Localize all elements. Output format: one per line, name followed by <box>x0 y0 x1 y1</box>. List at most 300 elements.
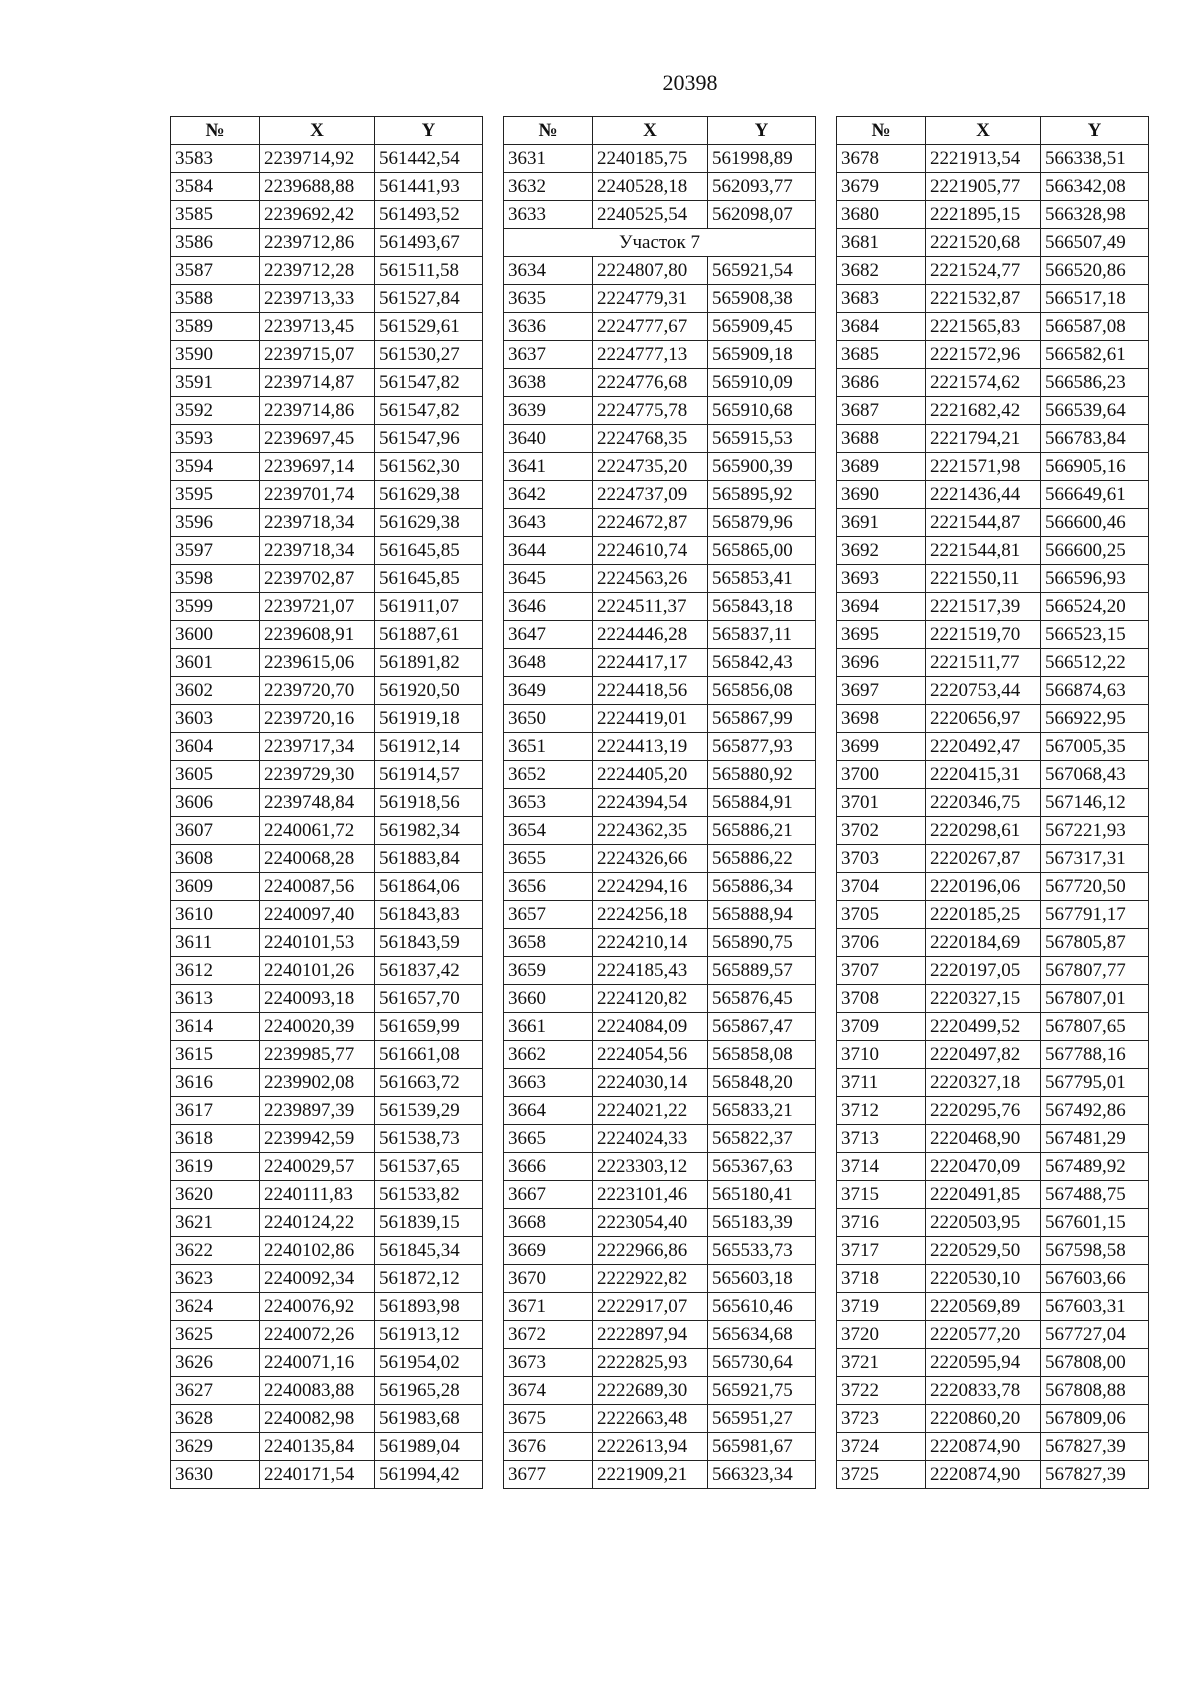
table-row <box>837 789 1149 817</box>
table-row <box>837 1237 1149 1265</box>
table-row <box>837 537 1149 565</box>
x-coordinate-cell: 2239615,06 <box>260 649 375 677</box>
x-coordinate-cell: 2240082,98 <box>260 1405 375 1433</box>
point-number-cell: 3714 <box>837 1153 926 1181</box>
y-coordinate-cell: 561920,50 <box>375 677 483 705</box>
y-coordinate-cell: 566783,84 <box>1041 425 1149 453</box>
table-row <box>504 537 816 565</box>
x-coordinate-cell: 2239713,45 <box>260 313 375 341</box>
x-coordinate-cell: 2220656,97 <box>926 705 1041 733</box>
x-coordinate-cell: 2239721,07 <box>260 593 375 621</box>
y-coordinate-cell: 565367,63 <box>708 1153 816 1181</box>
table-row <box>837 341 1149 369</box>
table-row <box>504 1069 816 1097</box>
point-number-cell: 3599 <box>171 593 260 621</box>
y-coordinate-cell: 566328,98 <box>1041 201 1149 229</box>
point-number-cell: 3594 <box>171 453 260 481</box>
y-coordinate-cell: 567788,16 <box>1041 1041 1149 1069</box>
x-coordinate-cell: 2239715,07 <box>260 341 375 369</box>
point-number-cell: 3655 <box>504 845 593 873</box>
table-row <box>171 565 483 593</box>
point-number-cell: 3638 <box>504 369 593 397</box>
point-number-cell: 3590 <box>171 341 260 369</box>
point-number-cell: 3630 <box>171 1461 260 1489</box>
x-coordinate-cell: 2239702,87 <box>260 565 375 593</box>
column-header-x: X <box>926 117 1041 145</box>
point-number-cell: 3611 <box>171 929 260 957</box>
x-coordinate-cell: 2224185,43 <box>593 957 708 985</box>
y-coordinate-cell: 561914,57 <box>375 761 483 789</box>
y-coordinate-cell: 567727,04 <box>1041 1321 1149 1349</box>
x-coordinate-cell: 2220468,90 <box>926 1125 1041 1153</box>
y-coordinate-cell: 561918,56 <box>375 789 483 817</box>
x-coordinate-cell: 2221913,54 <box>926 145 1041 173</box>
x-coordinate-cell: 2221550,11 <box>926 565 1041 593</box>
y-coordinate-cell: 566922,95 <box>1041 705 1149 733</box>
column-header-y: Y <box>375 117 483 145</box>
point-number-cell: 3666 <box>504 1153 593 1181</box>
table-row <box>171 1153 483 1181</box>
y-coordinate-cell: 561845,34 <box>375 1237 483 1265</box>
x-coordinate-cell: 2240101,53 <box>260 929 375 957</box>
y-coordinate-cell: 561547,82 <box>375 397 483 425</box>
x-coordinate-cell: 2239717,34 <box>260 733 375 761</box>
x-coordinate-cell: 2222922,82 <box>593 1265 708 1293</box>
x-coordinate-cell: 2221544,87 <box>926 509 1041 537</box>
x-coordinate-cell: 2221544,81 <box>926 537 1041 565</box>
y-coordinate-cell: 567827,39 <box>1041 1461 1149 1489</box>
y-coordinate-cell: 565877,93 <box>708 733 816 761</box>
table-row <box>171 957 483 985</box>
x-coordinate-cell: 2240092,34 <box>260 1265 375 1293</box>
point-number-cell: 3589 <box>171 313 260 341</box>
y-coordinate-cell: 566539,64 <box>1041 397 1149 425</box>
table-row <box>504 901 816 929</box>
x-coordinate-cell: 2220267,87 <box>926 845 1041 873</box>
y-coordinate-cell: 565895,92 <box>708 481 816 509</box>
table-row <box>504 509 816 537</box>
table-row <box>504 845 816 873</box>
y-coordinate-cell: 565833,21 <box>708 1097 816 1125</box>
table-row <box>504 1181 816 1209</box>
x-coordinate-cell: 2224563,26 <box>593 565 708 593</box>
x-coordinate-cell: 2222825,93 <box>593 1349 708 1377</box>
point-number-cell: 3659 <box>504 957 593 985</box>
table-row <box>171 1405 483 1433</box>
table-row <box>171 369 483 397</box>
x-coordinate-cell: 2221794,21 <box>926 425 1041 453</box>
table-row <box>504 1265 816 1293</box>
y-coordinate-cell: 565842,43 <box>708 649 816 677</box>
table-row <box>837 1405 1149 1433</box>
point-number-cell: 3678 <box>837 145 926 173</box>
x-coordinate-cell: 2240020,39 <box>260 1013 375 1041</box>
point-number-cell: 3706 <box>837 929 926 957</box>
y-coordinate-cell: 567598,58 <box>1041 1237 1149 1265</box>
y-coordinate-cell: 567492,86 <box>1041 1097 1149 1125</box>
table-row <box>171 761 483 789</box>
y-coordinate-cell: 567488,75 <box>1041 1181 1149 1209</box>
point-number-cell: 3707 <box>837 957 926 985</box>
point-number-cell: 3721 <box>837 1349 926 1377</box>
point-number-cell: 3646 <box>504 593 593 621</box>
x-coordinate-cell: 2239712,86 <box>260 229 375 257</box>
page-number: 20398 <box>662 70 718 95</box>
point-number-cell: 3626 <box>171 1349 260 1377</box>
point-number-cell: 3608 <box>171 845 260 873</box>
point-number-cell: 3598 <box>171 565 260 593</box>
point-number-cell: 3660 <box>504 985 593 1013</box>
x-coordinate-cell: 2223101,46 <box>593 1181 708 1209</box>
y-coordinate-cell: 566342,08 <box>1041 173 1149 201</box>
y-coordinate-cell: 566582,61 <box>1041 341 1149 369</box>
point-number-cell: 3586 <box>171 229 260 257</box>
table-row <box>837 733 1149 761</box>
point-number-cell: 3636 <box>504 313 593 341</box>
point-number-cell: 3617 <box>171 1097 260 1125</box>
table-row <box>837 929 1149 957</box>
point-number-cell: 3648 <box>504 649 593 677</box>
point-number-cell: 3700 <box>837 761 926 789</box>
table-row <box>504 593 816 621</box>
x-coordinate-cell: 2220185,25 <box>926 901 1041 929</box>
x-coordinate-cell: 2221519,70 <box>926 621 1041 649</box>
point-number-cell: 3628 <box>171 1405 260 1433</box>
table-row <box>837 229 1149 257</box>
point-number-cell: 3654 <box>504 817 593 845</box>
point-number-cell: 3711 <box>837 1069 926 1097</box>
x-coordinate-cell: 2224210,14 <box>593 929 708 957</box>
x-coordinate-cell: 2220530,10 <box>926 1265 1041 1293</box>
point-number-cell: 3631 <box>504 145 593 173</box>
point-number-cell: 3605 <box>171 761 260 789</box>
y-coordinate-cell: 561919,18 <box>375 705 483 733</box>
table-row <box>504 145 816 173</box>
table-row <box>171 1321 483 1349</box>
table-row <box>171 985 483 1013</box>
table-row <box>171 285 483 313</box>
table-row <box>837 1321 1149 1349</box>
y-coordinate-cell: 565908,38 <box>708 285 816 313</box>
table-row <box>837 1069 1149 1097</box>
y-coordinate-cell: 565876,45 <box>708 985 816 1013</box>
y-coordinate-cell: 565909,45 <box>708 313 816 341</box>
y-coordinate-cell: 565848,20 <box>708 1069 816 1097</box>
x-coordinate-cell: 2220492,47 <box>926 733 1041 761</box>
point-number-cell: 3723 <box>837 1405 926 1433</box>
y-coordinate-cell: 566517,18 <box>1041 285 1149 313</box>
table-row <box>504 1433 816 1461</box>
x-coordinate-cell: 2240068,28 <box>260 845 375 873</box>
point-number-cell: 3682 <box>837 257 926 285</box>
table-row <box>171 257 483 285</box>
table-header-row <box>504 117 816 145</box>
table-row <box>504 789 816 817</box>
point-number-cell: 3591 <box>171 369 260 397</box>
point-number-cell: 3691 <box>837 509 926 537</box>
table-row <box>171 901 483 929</box>
table-row <box>837 509 1149 537</box>
table-row <box>504 761 816 789</box>
point-number-cell: 3687 <box>837 397 926 425</box>
point-number-cell: 3684 <box>837 313 926 341</box>
table-row <box>837 649 1149 677</box>
x-coordinate-cell: 2224775,78 <box>593 397 708 425</box>
table-row <box>837 1349 1149 1377</box>
point-number-cell: 3719 <box>837 1293 926 1321</box>
table-row <box>171 1097 483 1125</box>
table-row <box>171 1349 483 1377</box>
x-coordinate-cell: 2224511,37 <box>593 593 708 621</box>
y-coordinate-cell: 566507,49 <box>1041 229 1149 257</box>
x-coordinate-cell: 2221909,21 <box>593 1461 708 1489</box>
table-row <box>171 173 483 201</box>
x-coordinate-cell: 2240111,83 <box>260 1181 375 1209</box>
table-row <box>504 425 816 453</box>
table-row <box>504 201 816 229</box>
x-coordinate-cell: 2220415,31 <box>926 761 1041 789</box>
y-coordinate-cell: 567807,77 <box>1041 957 1149 985</box>
table-row <box>837 313 1149 341</box>
point-number-cell: 3661 <box>504 1013 593 1041</box>
point-number-cell: 3653 <box>504 789 593 817</box>
point-number-cell: 3624 <box>171 1293 260 1321</box>
point-number-cell: 3647 <box>504 621 593 649</box>
table-row <box>171 1377 483 1405</box>
point-number-cell: 3705 <box>837 901 926 929</box>
table-row <box>171 313 483 341</box>
x-coordinate-cell: 2221532,87 <box>926 285 1041 313</box>
point-number-cell: 3681 <box>837 229 926 257</box>
y-coordinate-cell: 565909,18 <box>708 341 816 369</box>
x-coordinate-cell: 2220327,18 <box>926 1069 1041 1097</box>
point-number-cell: 3715 <box>837 1181 926 1209</box>
point-number-cell: 3675 <box>504 1405 593 1433</box>
point-number-cell: 3725 <box>837 1461 926 1489</box>
coordinates-table-3 <box>836 116 1149 1489</box>
point-number-cell: 3724 <box>837 1433 926 1461</box>
table-row <box>504 369 816 397</box>
point-number-cell: 3713 <box>837 1125 926 1153</box>
table-header-row <box>837 117 1149 145</box>
x-coordinate-cell: 2220503,95 <box>926 1209 1041 1237</box>
table-row <box>837 1377 1149 1405</box>
y-coordinate-cell: 561538,73 <box>375 1125 483 1153</box>
x-coordinate-cell: 2222613,94 <box>593 1433 708 1461</box>
table-row <box>837 1461 1149 1489</box>
point-number-cell: 3583 <box>171 145 260 173</box>
x-coordinate-cell: 2220491,85 <box>926 1181 1041 1209</box>
point-number-cell: 3658 <box>504 929 593 957</box>
point-number-cell: 3696 <box>837 649 926 677</box>
table-row <box>837 285 1149 313</box>
point-number-cell: 3629 <box>171 1433 260 1461</box>
table-row <box>837 1209 1149 1237</box>
table-row <box>504 1321 816 1349</box>
x-coordinate-cell: 2240029,57 <box>260 1153 375 1181</box>
point-number-cell: 3718 <box>837 1265 926 1293</box>
x-coordinate-cell: 2240071,16 <box>260 1349 375 1377</box>
point-number-cell: 3633 <box>504 201 593 229</box>
y-coordinate-cell: 562098,07 <box>708 201 816 229</box>
y-coordinate-cell: 567809,06 <box>1041 1405 1149 1433</box>
table-row <box>837 1041 1149 1069</box>
y-coordinate-cell: 565865,00 <box>708 537 816 565</box>
table-row <box>837 817 1149 845</box>
y-coordinate-cell: 561661,08 <box>375 1041 483 1069</box>
point-number-cell: 3686 <box>837 369 926 397</box>
y-coordinate-cell: 561887,61 <box>375 621 483 649</box>
section-row <box>504 229 816 257</box>
point-number-cell: 3604 <box>171 733 260 761</box>
table-row <box>837 705 1149 733</box>
table-row <box>504 873 816 901</box>
point-number-cell: 3690 <box>837 481 926 509</box>
y-coordinate-cell: 561883,84 <box>375 845 483 873</box>
y-coordinate-cell: 561872,12 <box>375 1265 483 1293</box>
point-number-cell: 3622 <box>171 1237 260 1265</box>
table-row <box>504 985 816 1013</box>
table-row <box>837 397 1149 425</box>
x-coordinate-cell: 2240525,54 <box>593 201 708 229</box>
table-row <box>837 1125 1149 1153</box>
y-coordinate-cell: 567005,35 <box>1041 733 1149 761</box>
column-header-x: X <box>260 117 375 145</box>
point-number-cell: 3639 <box>504 397 593 425</box>
y-coordinate-cell: 566586,23 <box>1041 369 1149 397</box>
x-coordinate-cell: 2239692,42 <box>260 201 375 229</box>
x-coordinate-cell: 2221565,83 <box>926 313 1041 341</box>
table-row <box>504 1041 816 1069</box>
y-coordinate-cell: 565853,41 <box>708 565 816 593</box>
table-row <box>171 873 483 901</box>
y-coordinate-cell: 567489,92 <box>1041 1153 1149 1181</box>
table-row <box>171 509 483 537</box>
table-row <box>837 481 1149 509</box>
table-row <box>504 453 816 481</box>
x-coordinate-cell: 2224777,13 <box>593 341 708 369</box>
table-row <box>171 929 483 957</box>
y-coordinate-cell: 561533,82 <box>375 1181 483 1209</box>
x-coordinate-cell: 2220197,05 <box>926 957 1041 985</box>
y-coordinate-cell: 565888,94 <box>708 901 816 929</box>
table-row <box>504 705 816 733</box>
column-header-y: Y <box>1041 117 1149 145</box>
point-number-cell: 3609 <box>171 873 260 901</box>
y-coordinate-cell: 565610,46 <box>708 1293 816 1321</box>
x-coordinate-cell: 2224777,67 <box>593 313 708 341</box>
point-number-cell: 3596 <box>171 509 260 537</box>
x-coordinate-cell: 2239701,74 <box>260 481 375 509</box>
y-coordinate-cell: 561983,68 <box>375 1405 483 1433</box>
y-coordinate-cell: 565867,47 <box>708 1013 816 1041</box>
x-coordinate-cell: 2224120,82 <box>593 985 708 1013</box>
point-number-cell: 3699 <box>837 733 926 761</box>
point-number-cell: 3685 <box>837 341 926 369</box>
point-number-cell: 3612 <box>171 957 260 985</box>
y-coordinate-cell: 567827,39 <box>1041 1433 1149 1461</box>
table-row <box>504 481 816 509</box>
y-coordinate-cell: 567720,50 <box>1041 873 1149 901</box>
table-row <box>504 1153 816 1181</box>
point-number-cell: 3708 <box>837 985 926 1013</box>
x-coordinate-cell: 2224779,31 <box>593 285 708 313</box>
table-row <box>837 201 1149 229</box>
table-row <box>504 1349 816 1377</box>
table-row <box>171 649 483 677</box>
table-row <box>171 1125 483 1153</box>
x-coordinate-cell: 2224021,22 <box>593 1097 708 1125</box>
point-number-cell: 3717 <box>837 1237 926 1265</box>
point-number-cell: 3672 <box>504 1321 593 1349</box>
table-row <box>837 1433 1149 1461</box>
table-row <box>837 257 1149 285</box>
y-coordinate-cell: 565884,91 <box>708 789 816 817</box>
table-row <box>171 537 483 565</box>
x-coordinate-cell: 2240076,92 <box>260 1293 375 1321</box>
point-number-cell: 3669 <box>504 1237 593 1265</box>
y-coordinate-cell: 565730,64 <box>708 1349 816 1377</box>
x-coordinate-cell: 2221571,98 <box>926 453 1041 481</box>
y-coordinate-cell: 565867,99 <box>708 705 816 733</box>
point-number-cell: 3588 <box>171 285 260 313</box>
point-number-cell: 3620 <box>171 1181 260 1209</box>
y-coordinate-cell: 561994,42 <box>375 1461 483 1489</box>
table-row <box>504 649 816 677</box>
x-coordinate-cell: 2240135,84 <box>260 1433 375 1461</box>
point-number-cell: 3615 <box>171 1041 260 1069</box>
y-coordinate-cell: 567317,31 <box>1041 845 1149 873</box>
y-coordinate-cell: 565981,67 <box>708 1433 816 1461</box>
y-coordinate-cell: 566587,08 <box>1041 313 1149 341</box>
x-coordinate-cell: 2239718,34 <box>260 537 375 565</box>
table-row <box>171 145 483 173</box>
y-coordinate-cell: 567068,43 <box>1041 761 1149 789</box>
y-coordinate-cell: 565183,39 <box>708 1209 816 1237</box>
point-number-cell: 3703 <box>837 845 926 873</box>
y-coordinate-cell: 561839,15 <box>375 1209 483 1237</box>
table-row <box>837 1265 1149 1293</box>
point-number-cell: 3613 <box>171 985 260 1013</box>
point-number-cell: 3695 <box>837 621 926 649</box>
y-coordinate-cell: 565634,68 <box>708 1321 816 1349</box>
x-coordinate-cell: 2224417,17 <box>593 649 708 677</box>
x-coordinate-cell: 2220196,06 <box>926 873 1041 901</box>
point-number-cell: 3674 <box>504 1377 593 1405</box>
x-coordinate-cell: 2240061,72 <box>260 817 375 845</box>
y-coordinate-cell: 565886,34 <box>708 873 816 901</box>
y-coordinate-cell: 565910,68 <box>708 397 816 425</box>
table-row <box>504 1461 816 1489</box>
table-row <box>171 1237 483 1265</box>
x-coordinate-cell: 2240528,18 <box>593 173 708 201</box>
x-coordinate-cell: 2224024,33 <box>593 1125 708 1153</box>
x-coordinate-cell: 2222663,48 <box>593 1405 708 1433</box>
table-row <box>837 425 1149 453</box>
point-number-cell: 3627 <box>171 1377 260 1405</box>
x-coordinate-cell: 2239688,88 <box>260 173 375 201</box>
table-row <box>504 1209 816 1237</box>
y-coordinate-cell: 561982,34 <box>375 817 483 845</box>
x-coordinate-cell: 2221436,44 <box>926 481 1041 509</box>
x-coordinate-cell: 2224672,87 <box>593 509 708 537</box>
x-coordinate-cell: 2240072,26 <box>260 1321 375 1349</box>
y-coordinate-cell: 567791,17 <box>1041 901 1149 929</box>
y-coordinate-cell: 566523,15 <box>1041 621 1149 649</box>
table-row <box>171 425 483 453</box>
table-row <box>171 397 483 425</box>
point-number-cell: 3650 <box>504 705 593 733</box>
